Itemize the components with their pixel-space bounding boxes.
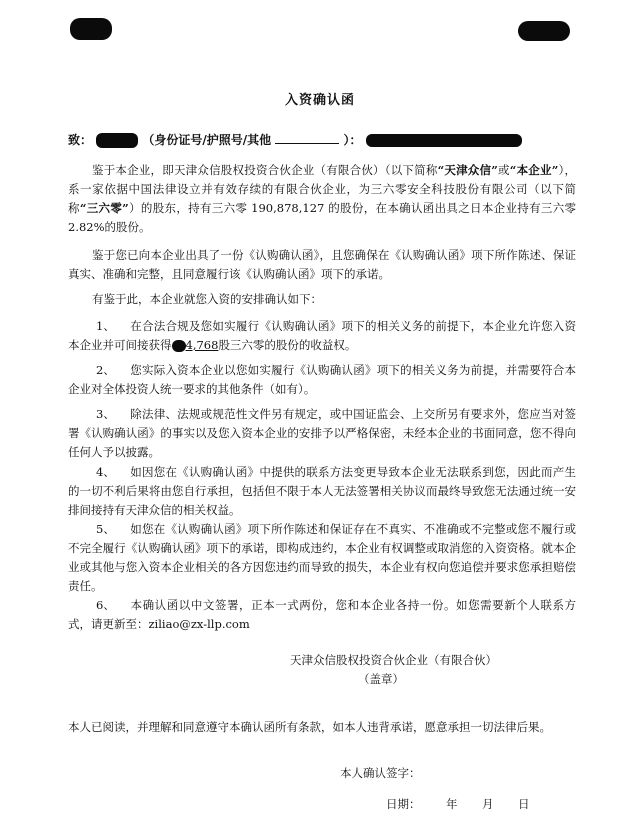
short-name-360: “三六零”	[79, 201, 129, 215]
intro-paragraph-3: 有鉴于此，本企业就您入资的安排确认如下：	[92, 292, 322, 306]
id-label: （身份证号/护照号/其他	[142, 133, 272, 147]
clause-3-text: 除法律、法规或规范性文件另有规定，或中国证监会、上交所另有要求外，您应当对签署《认购确认函》的事实以及您入资本企业的安排予以严格保密，未经本企业的书面同意，您不得向任何人予以披露。	[68, 407, 576, 459]
addressee-prefix: 致：	[68, 133, 93, 147]
date-year: 年	[446, 797, 458, 811]
signature-label: 本人确认签字：	[340, 766, 421, 780]
intro-p1-text-b: 或	[497, 163, 510, 177]
acknowledgement-statement: 本人已阅读，并理解和同意遵守本确认函所有条款，如本人违背承诺，愿意承担一切法律后果。	[68, 720, 551, 734]
signatory-organization: 天津众信股权投资合伙企业（有限合伙）	[290, 653, 497, 667]
date-month: 月	[482, 797, 494, 811]
redaction-amount	[172, 340, 186, 352]
short-name-tianjin: “天津众信”	[437, 163, 498, 177]
redaction-top-left	[70, 18, 112, 40]
clause-1-number: 1、	[96, 319, 115, 333]
redaction-name	[96, 133, 138, 148]
clause-5-text: 如您在《认购确认函》项下所作陈述和保证存在不真实、不准确或不完整或您不履行或不完全履行《认购确认函》项下的承诺，即构成违约，本企业有权调整或取消您的入资资格。就本企业或其他与您入资本企业相关的各方因您违约而导致的损失，本企业有权向您追偿并要求您承担赔偿责任。	[68, 522, 576, 593]
intro-paragraph-2: 鉴于您已向本企业出具了一份《认购确认函》，且您确保在《认购确认函》项下所作陈述、保证真实、准确和完整，且同意履行该《认购确认函》项下的承诺。	[68, 248, 576, 281]
clause-3-number: 3、	[96, 407, 115, 421]
intro-paragraph-1	[68, 161, 576, 237]
id-blank-line	[275, 131, 339, 144]
clause-3	[68, 405, 576, 462]
short-name-company: “本企业”	[509, 163, 559, 177]
clause-2-number: 2、	[96, 363, 115, 377]
redaction-top-right	[518, 21, 570, 41]
date-label: 日期：	[386, 797, 421, 811]
date-day: 日	[518, 797, 530, 811]
clause-5-number: 5、	[96, 522, 115, 536]
clause-4	[68, 463, 576, 520]
document-title: 入资确认函	[284, 93, 355, 108]
clause-4-text: 如因您在《认购确认函》中提供的联系方法变更导致本企业无法联系到您，因此而产生的一切不利后果将由您自行承担，包括但不限于本人无法签署相关协议而最终导致您无法通过统一安排间接持有天津众信的相关权益。	[68, 465, 576, 517]
clause-5	[68, 520, 576, 596]
clause-2-text: 您实际入资本企业以您如实履行《认购确认函》项下的相关义务为前提，并需要符合本企业对全体投资人统一要求的其他条件（如有）。	[68, 363, 576, 396]
clause-1-text-b: 股三六零的股份的收益权。	[218, 338, 357, 352]
seal-label: （盖章）	[358, 672, 404, 686]
clause-6	[68, 596, 576, 634]
clause-1-text-a: 在合法合规及您如实履行《认购确认函》项下的相关义务的前提下，本企业允许您入资本企业并可间接获得	[68, 319, 576, 352]
clause-1-amount: 4,768	[185, 338, 219, 352]
clause-4-number: 4、	[96, 465, 115, 479]
clause-1	[68, 317, 576, 355]
addressee-line	[68, 131, 522, 148]
clause-6-text: 本确认函以中文签署，正本一式两份，您和本企业各持一份。如您需要新个人联系方式，请更新至：ziliao@zx-llp.com	[68, 598, 576, 631]
clause-2	[68, 361, 576, 399]
intro-p1-text-a: 鉴于本企业，即天津众信股权投资合伙企业（有限合伙）（以下简称	[92, 163, 438, 177]
intro-p1-text-d: ）的股东，持有三六零 190,878,127 的股份，在本确认函出具之日本企业持有三六零 2.82%的股份。	[68, 201, 577, 234]
intro-p1-text-c: ），系一家依据中国法律设立并有效存续的有限合伙企业，为三六零安全科技股份有限公司（以下简称	[68, 163, 577, 215]
id-tail: ）：	[343, 133, 362, 147]
clause-6-number: 6、	[96, 598, 115, 612]
redaction-id	[366, 134, 522, 147]
